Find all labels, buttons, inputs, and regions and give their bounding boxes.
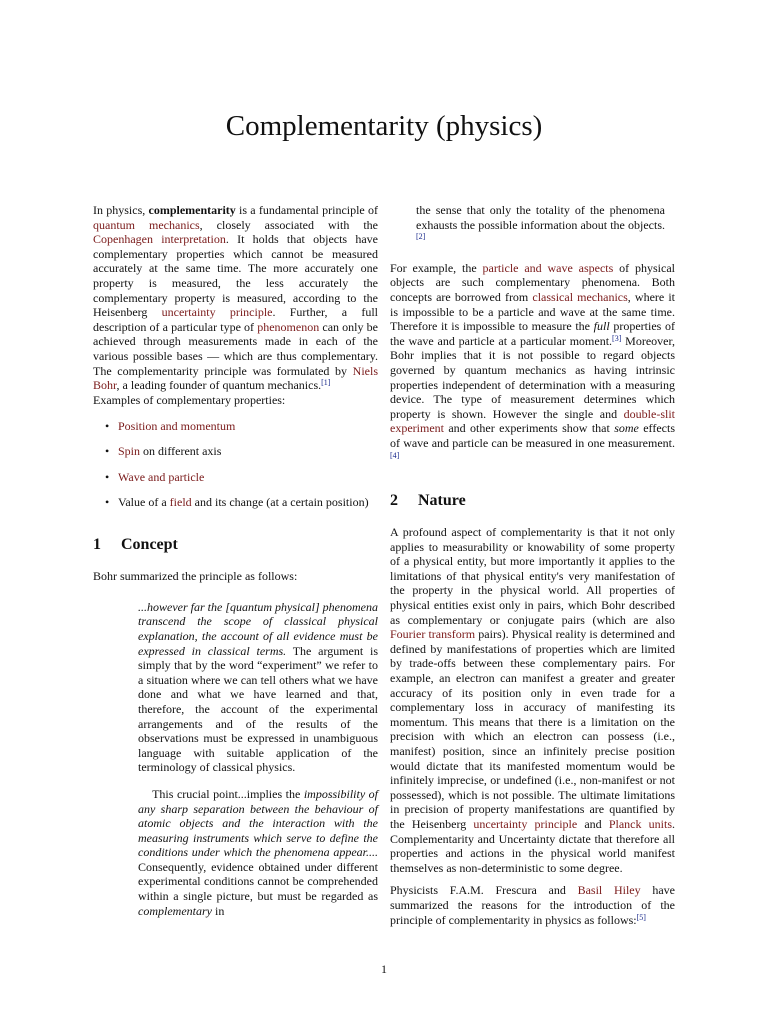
quote-italic: impossibility of any sharp separation between the behaviour of atomic objects and the interaction with the measuring instruments which serve to define the conditions under which the phenomena appear.... xyxy=(138,786,379,860)
link-wave-and-particle[interactable]: Wave and particle xyxy=(118,469,205,484)
citation-2[interactable]: [2] xyxy=(416,232,426,242)
link-fourier-transform[interactable]: Fourier transform xyxy=(390,627,476,642)
link-field[interactable]: field xyxy=(169,494,192,509)
emphasis: full xyxy=(593,319,610,334)
quote-paragraph xyxy=(138,600,378,775)
quote-text: in xyxy=(211,903,225,918)
quote-text: Consequently, evidence obtained under different experimental conditions cannot be comprehended within a single picture, but must be regarded as xyxy=(138,859,378,904)
intro-text: , a leading founder of quantum mechanics. xyxy=(116,378,322,393)
intro-text: , closely associated with the xyxy=(199,217,379,232)
paragraph-text: Physicists F.A.M. Frescura and xyxy=(390,883,578,898)
paragraph-text: , where it is impossible to be a particle and wave at the same time. Therefore it is impossible to measure the xyxy=(390,289,675,334)
quote-paragraph xyxy=(138,787,378,918)
link-particle-and-wave-aspects[interactable]: particle and wave aspects xyxy=(482,260,614,275)
paragraph-text: have summarized the reasons for the introduction of the principle of complementarity in physics as follows: xyxy=(390,883,675,927)
section-heading-concept xyxy=(93,535,378,555)
left-column xyxy=(93,203,378,918)
section-heading-nature xyxy=(390,491,675,511)
intro-text: . Further, a full description of a particular type of xyxy=(93,305,378,334)
paragraph-text: A profound aspect of complementarity is that it not only applies to measurability or knowability of some property of a physical entity, but more importantly it applies to the limitations of that physical entity's very manifestation of the property in the physical world. All properties of physical entities exist only in pairs, which Bohr described as complementary or conjugate pairs (which are also xyxy=(390,525,675,627)
frescura-paragraph xyxy=(390,883,675,927)
link-phenomenon[interactable]: phenomenon xyxy=(257,319,320,334)
paragraph-text: For example, the xyxy=(390,260,483,275)
citation-5[interactable]: [5] xyxy=(636,912,646,922)
quote-italic: ...however far the [quantum physical] phenomena transcend the scope of classical physical explanation, the account of all evidence must be expressed in classical terms. xyxy=(138,599,378,658)
link-classical-mechanics[interactable]: classical mechanics xyxy=(532,289,628,304)
section-number: 1 xyxy=(93,536,101,554)
link-position-and-momentum[interactable]: Position and momentum xyxy=(118,419,236,434)
list-item xyxy=(105,470,378,485)
page-number: 1 xyxy=(381,962,387,976)
bohr-quote xyxy=(93,600,378,918)
quote-continuation xyxy=(390,203,675,247)
quote-text: The argument is simply that by the word “experiment” we refer to a situation where we can tell others what we have done and what we have learned and that, therefore, the account of the experimental arrangements and of the results of the observations must be expressed in unambiguous language with suitable application of the terminology of classical physics. xyxy=(138,643,378,775)
link-niels-bohr[interactable]: Niels Bohr xyxy=(93,363,378,393)
link-spin[interactable]: Spin xyxy=(118,444,141,459)
list-item-text: on different axis xyxy=(140,444,222,459)
citation-4[interactable]: [4] xyxy=(390,450,400,460)
list-item-text: and its change (at a certain position) xyxy=(191,494,369,509)
intro-text: . It holds that objects have complementary properties which cannot be measured accurately at the same time. The more accurately one property is measured, the less accurately the complementary property is measured, according to the Heisenberg xyxy=(93,232,378,320)
intro-text: can only be achieved through measurements made in each of the various possible bases — which are thus complementary. The complementarity principle was formulated by xyxy=(93,319,378,378)
page-title: Complementarity (physics) xyxy=(225,110,543,142)
paragraph-text: and xyxy=(577,816,609,831)
paragraph-text: pairs). Physical reality is determined and defined by manifestations of properties which are limited by trade-offs between these complementary pairs. For example, an electron can manifest a greater and greater accuracy of its position only in even trade for a complementary loss in accuracy of manifesting its momentum. This means that there is a limitation on the precision with which an electron can possess (i.e., manifest) position, since an infinitely precise position would dictate that its manifested momentum would be infinitely imprecise, or undefined (i.e., non-manifest or not possessed), which is not possible. The ultimate limitations in precision of property manifestations are quantified by the Heisenberg xyxy=(390,627,675,831)
for-example-paragraph xyxy=(390,261,675,465)
link-quantum-mechanics[interactable]: quantum mechanics xyxy=(93,217,200,232)
section-title: Nature xyxy=(418,492,466,510)
section-number: 2 xyxy=(390,492,398,510)
intro-text: In physics, xyxy=(93,203,149,217)
nature-paragraph xyxy=(390,525,675,875)
link-uncertainty-principle[interactable]: uncertainty principle xyxy=(473,816,578,831)
emphasis: some xyxy=(614,421,639,436)
quote-text: the sense that only the totality of the phenomena exhausts the possible information about the objects. xyxy=(416,203,665,232)
paragraph-text: . Complementarity and Uncertainty dictate that therefore all properties and actions in the physical world manifest themselves as non-deterministic to some degree. xyxy=(390,816,675,875)
paragraph-text: effects of wave and particle can be measured in one measurement. xyxy=(390,421,675,450)
citation-1[interactable]: [1] xyxy=(321,378,331,388)
concept-lead: Bohr summarized the principle as follows: xyxy=(93,569,298,584)
intro-text: is a fundamental principle of xyxy=(235,203,379,217)
list-item xyxy=(105,419,378,434)
examples-intro: Examples of complementary properties: xyxy=(93,392,286,407)
link-copenhagen-interpretation[interactable]: Copenhagen interpretation xyxy=(93,232,226,247)
paragraph-text: of physical objects are such complementary phenomena. Both concepts are borrowed from xyxy=(390,260,675,304)
link-double-slit-experiment[interactable]: double-slit experiment xyxy=(390,406,675,436)
list-item-text: Value of a xyxy=(118,494,170,509)
examples-list xyxy=(93,419,378,509)
right-column xyxy=(390,203,675,927)
section-title: Concept xyxy=(121,536,178,554)
intro-paragraph xyxy=(93,203,378,393)
paragraph-text: properties of the wave and particle at a particular moment. xyxy=(390,319,675,348)
link-planck-units[interactable]: Planck units xyxy=(608,816,672,831)
list-item xyxy=(105,495,378,510)
paragraph-text: and other experiments show that xyxy=(443,421,615,436)
quote-italic: complementary xyxy=(138,903,212,918)
quote-text: This crucial point...implies the xyxy=(152,786,304,801)
citation-3[interactable]: [3] xyxy=(612,333,622,343)
list-item xyxy=(105,444,378,459)
paragraph-text: Moreover, Bohr implies that it is not possible to regard objects governed by quantum mechanics as having intrinsic properties independent of determination with a measuring device. The type of measurement determines which property is shown. However the single and xyxy=(390,333,675,421)
link-basil-hiley[interactable]: Basil Hiley xyxy=(577,883,641,898)
term-complementarity: complementarity xyxy=(148,203,236,217)
link-uncertainty-principle[interactable]: uncertainty principle xyxy=(161,305,273,320)
